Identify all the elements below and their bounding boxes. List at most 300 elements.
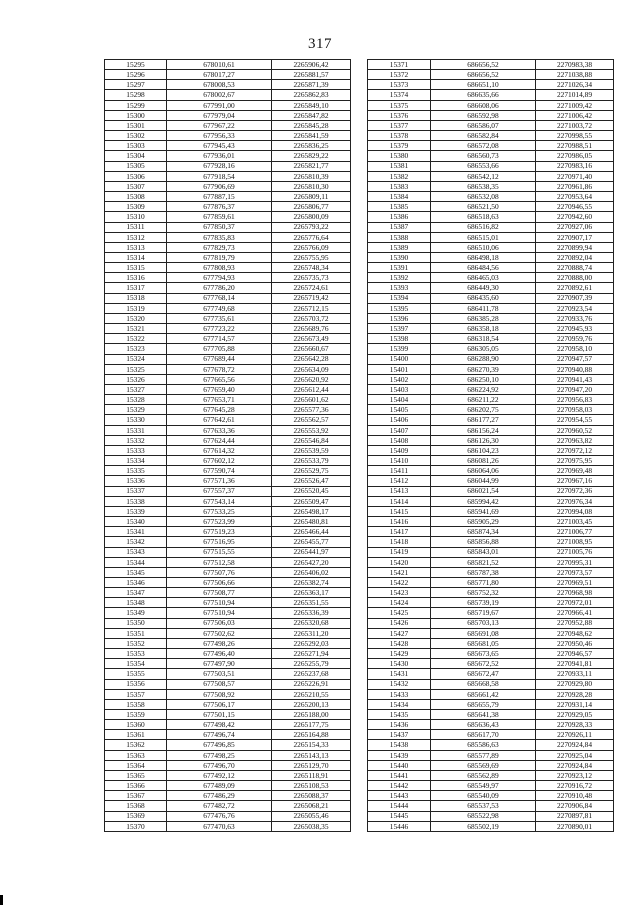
point-number-cell: 15332 [105,435,167,445]
y-coordinate-cell: 2271003,72 [536,120,614,130]
point-number-cell: 15412 [368,476,431,486]
point-number-cell: 15302 [105,131,167,141]
x-coordinate-cell: 677523,99 [167,517,272,527]
table-row [368,659,614,669]
point-number-cell: 15347 [105,588,167,598]
y-coordinate-cell: 2270888,74 [536,263,614,273]
y-coordinate-cell: 2265810,39 [272,171,351,181]
x-coordinate-cell: 686608,06 [431,100,536,110]
table-row [368,202,614,212]
point-number-cell: 15404 [368,395,431,405]
point-number-cell: 15361 [105,730,167,740]
point-number-cell: 15416 [368,517,431,527]
y-coordinate-cell: 2265612,44 [272,385,351,395]
point-number-cell: 15386 [368,212,431,222]
x-coordinate-cell: 686510,06 [431,242,536,252]
point-number-cell: 15380 [368,151,431,161]
x-coordinate-cell: 677906,69 [167,181,272,191]
point-number-cell: 15334 [105,456,167,466]
x-coordinate-cell: 677835,83 [167,232,272,242]
table-row [105,699,351,709]
x-coordinate-cell: 685668,58 [431,679,536,689]
y-coordinate-cell: 2270994,08 [536,506,614,516]
point-number-cell: 15392 [368,273,431,283]
table-row [368,90,614,100]
table-row [105,679,351,689]
x-coordinate-cell: 677918,54 [167,171,272,181]
y-coordinate-cell: 2265055,46 [272,811,351,821]
x-coordinate-cell: 685941,69 [431,506,536,516]
coordinates-table-left [104,59,351,832]
point-number-cell: 15318 [105,293,167,303]
point-number-cell: 15420 [368,557,431,567]
x-coordinate-cell: 685577,89 [431,750,536,760]
y-coordinate-cell: 2270986,05 [536,151,614,161]
point-number-cell: 15340 [105,517,167,527]
y-coordinate-cell: 2265845,28 [272,120,351,130]
x-coordinate-cell: 685636,43 [431,720,536,730]
point-number-cell: 15336 [105,476,167,486]
table-row [368,374,614,384]
point-number-cell: 15311 [105,222,167,232]
x-coordinate-cell: 677492,12 [167,770,272,780]
x-coordinate-cell: 686385,28 [431,313,536,323]
x-coordinate-cell: 677705,88 [167,344,272,354]
table-row [368,679,614,689]
point-number-cell: 15354 [105,659,167,669]
table-row [105,273,351,283]
y-coordinate-cell: 2265809,11 [272,192,351,202]
table-row [368,242,614,252]
y-coordinate-cell: 2265509,47 [272,496,351,506]
y-coordinate-cell: 2270988,51 [536,141,614,151]
y-coordinate-cell: 2265188,00 [272,710,351,720]
y-coordinate-cell: 2270925,04 [536,750,614,760]
x-coordinate-cell: 677808,93 [167,263,272,273]
y-coordinate-cell: 2265836,25 [272,141,351,151]
point-number-cell: 15365 [105,770,167,780]
point-number-cell: 15362 [105,740,167,750]
y-coordinate-cell: 2270933,11 [536,669,614,679]
point-number-cell: 15414 [368,496,431,506]
point-number-cell: 15313 [105,242,167,252]
point-number-cell: 15393 [368,283,431,293]
x-coordinate-cell: 685673,65 [431,649,536,659]
table-row [105,100,351,110]
y-coordinate-cell: 2270947,20 [536,385,614,395]
table-row [105,567,351,577]
y-coordinate-cell: 2265237,68 [272,669,351,679]
table-row [105,781,351,791]
y-coordinate-cell: 2265724,61 [272,283,351,293]
table-row [368,425,614,435]
y-coordinate-cell: 2265533,79 [272,456,351,466]
point-number-cell: 15321 [105,324,167,334]
y-coordinate-cell: 2265776,64 [272,232,351,242]
point-number-cell: 15329 [105,405,167,415]
y-coordinate-cell: 2265351,55 [272,598,351,608]
table-row [105,517,351,527]
x-coordinate-cell: 686515,01 [431,232,536,242]
x-coordinate-cell: 677768,14 [167,293,272,303]
x-coordinate-cell: 677489,09 [167,781,272,791]
table-row [368,811,614,821]
table-row [368,801,614,811]
point-number-cell: 15371 [368,60,431,70]
y-coordinate-cell: 2270972,01 [536,598,614,608]
y-coordinate-cell: 2270907,39 [536,293,614,303]
table-row [105,496,351,506]
table-row [105,60,351,70]
point-number-cell: 15433 [368,689,431,699]
x-coordinate-cell: 677723,22 [167,324,272,334]
x-coordinate-cell: 686582,84 [431,131,536,141]
table-row [368,70,614,80]
y-coordinate-cell: 2265810,30 [272,181,351,191]
x-coordinate-cell: 686305,05 [431,344,536,354]
table-row [368,517,614,527]
point-number-cell: 15328 [105,395,167,405]
y-coordinate-cell: 2265703,72 [272,313,351,323]
point-number-cell: 15401 [368,364,431,374]
x-coordinate-cell: 685641,38 [431,710,536,720]
point-number-cell: 15346 [105,577,167,587]
y-coordinate-cell: 2265546,84 [272,435,351,445]
y-coordinate-cell: 2265642,28 [272,354,351,364]
table-row [105,425,351,435]
table-row [105,588,351,598]
x-coordinate-cell: 686538,35 [431,181,536,191]
x-coordinate-cell: 677786,20 [167,283,272,293]
x-coordinate-cell: 677633,36 [167,425,272,435]
x-coordinate-cell: 685672,52 [431,659,536,669]
table-row [105,435,351,445]
x-coordinate-cell: 677624,44 [167,435,272,445]
x-coordinate-cell: 686211,22 [431,395,536,405]
point-number-cell: 15364 [105,760,167,770]
y-coordinate-cell: 2270948,62 [536,628,614,638]
point-number-cell: 15356 [105,679,167,689]
table-row [368,557,614,567]
y-coordinate-cell: 2270933,76 [536,313,614,323]
table-row [105,689,351,699]
point-number-cell: 15312 [105,232,167,242]
point-number-cell: 15421 [368,567,431,577]
x-coordinate-cell: 686104,23 [431,445,536,455]
y-coordinate-cell: 2270952,88 [536,618,614,628]
point-number-cell: 15430 [368,659,431,669]
x-coordinate-cell: 677498,42 [167,720,272,730]
y-coordinate-cell: 2270923,12 [536,770,614,780]
table-row [368,131,614,141]
point-number-cell: 15307 [105,181,167,191]
y-coordinate-cell: 2270924,84 [536,760,614,770]
y-coordinate-cell: 2265164,88 [272,730,351,740]
table-row [105,344,351,354]
y-coordinate-cell: 2270973,57 [536,567,614,577]
y-coordinate-cell: 2265821,77 [272,161,351,171]
x-coordinate-cell: 677571,36 [167,476,272,486]
table-row [105,710,351,720]
y-coordinate-cell: 2270927,06 [536,222,614,232]
point-number-cell: 15342 [105,537,167,547]
x-coordinate-cell: 686288,90 [431,354,536,364]
point-number-cell: 15305 [105,161,167,171]
x-coordinate-cell: 677506,17 [167,699,272,709]
y-coordinate-cell: 2270960,52 [536,425,614,435]
x-coordinate-cell: 685617,70 [431,730,536,740]
point-number-cell: 15383 [368,181,431,191]
point-number-cell: 15377 [368,120,431,130]
table-row [368,506,614,516]
x-coordinate-cell: 685681,05 [431,638,536,648]
point-number-cell: 15345 [105,567,167,577]
y-coordinate-cell: 2270926,11 [536,730,614,740]
point-number-cell: 15445 [368,811,431,821]
y-coordinate-cell: 2270892,61 [536,283,614,293]
y-coordinate-cell: 2270942,60 [536,212,614,222]
y-coordinate-cell: 2270972,36 [536,486,614,496]
table-row [105,181,351,191]
y-coordinate-cell: 2270945,93 [536,324,614,334]
point-number-cell: 15367 [105,791,167,801]
point-number-cell: 15440 [368,760,431,770]
table-row [105,638,351,648]
y-coordinate-cell: 2271026,34 [536,80,614,90]
table-row [368,161,614,171]
point-number-cell: 15373 [368,80,431,90]
table-row [368,263,614,273]
table-row [105,151,351,161]
y-coordinate-cell: 2265634,09 [272,364,351,374]
y-coordinate-cell: 2270899,94 [536,242,614,252]
y-coordinate-cell: 2271006,42 [536,110,614,120]
x-coordinate-cell: 677956,33 [167,131,272,141]
point-number-cell: 15299 [105,100,167,110]
x-coordinate-cell: 685994,42 [431,496,536,506]
x-coordinate-cell: 686560,73 [431,151,536,161]
table-row [368,303,614,313]
x-coordinate-cell: 686498,18 [431,252,536,262]
x-coordinate-cell: 678002,67 [167,90,272,100]
table-row [105,171,351,181]
point-number-cell: 15400 [368,354,431,364]
table-row [105,547,351,557]
page-number: 317 [308,36,332,52]
x-coordinate-cell: 677850,37 [167,222,272,232]
table-row [105,80,351,90]
y-coordinate-cell: 2270969,48 [536,466,614,476]
table-row [368,273,614,283]
x-coordinate-cell: 686250,10 [431,374,536,384]
x-coordinate-cell: 685691,08 [431,628,536,638]
point-number-cell: 15418 [368,537,431,547]
table-row [368,567,614,577]
table-row [368,577,614,587]
table-row [105,801,351,811]
point-number-cell: 15339 [105,506,167,516]
scan-edge-mark [0,895,3,905]
x-coordinate-cell: 677502,62 [167,628,272,638]
x-coordinate-cell: 686202,75 [431,405,536,415]
x-coordinate-cell: 686484,56 [431,263,536,273]
table-row [105,720,351,730]
point-number-cell: 15422 [368,577,431,587]
x-coordinate-cell: 678008,53 [167,80,272,90]
y-coordinate-cell: 2265800,09 [272,212,351,222]
point-number-cell: 15323 [105,344,167,354]
table-row [105,141,351,151]
table-row [368,618,614,628]
point-number-cell: 15344 [105,557,167,567]
y-coordinate-cell: 2270963,82 [536,435,614,445]
point-number-cell: 15381 [368,161,431,171]
x-coordinate-cell: 685661,42 [431,689,536,699]
point-number-cell: 15297 [105,80,167,90]
point-number-cell: 15428 [368,638,431,648]
point-number-cell: 15349 [105,608,167,618]
table-row [368,537,614,547]
table-row [368,638,614,648]
x-coordinate-cell: 677887,15 [167,192,272,202]
table-row [105,608,351,618]
x-coordinate-cell: 686651,10 [431,80,536,90]
x-coordinate-cell: 677991,00 [167,100,272,110]
table-row [368,354,614,364]
table-row [368,181,614,191]
x-coordinate-cell: 677642,61 [167,415,272,425]
x-coordinate-cell: 686542,12 [431,171,536,181]
table-row [105,354,351,364]
table-row [368,760,614,770]
point-number-cell: 15417 [368,527,431,537]
y-coordinate-cell: 2265363,17 [272,588,351,598]
y-coordinate-cell: 2270961,86 [536,181,614,191]
x-coordinate-cell: 686449,30 [431,283,536,293]
x-coordinate-cell: 677936,01 [167,151,272,161]
x-coordinate-cell: 686518,63 [431,212,536,222]
point-number-cell: 15353 [105,649,167,659]
y-coordinate-cell: 2265154,33 [272,740,351,750]
x-coordinate-cell: 685672,47 [431,669,536,679]
y-coordinate-cell: 2265735,73 [272,273,351,283]
point-number-cell: 15316 [105,273,167,283]
point-number-cell: 15374 [368,90,431,100]
y-coordinate-cell: 2270897,81 [536,811,614,821]
y-coordinate-cell: 2271038,88 [536,70,614,80]
point-number-cell: 15325 [105,364,167,374]
point-number-cell: 15301 [105,120,167,130]
y-coordinate-cell: 2265441,97 [272,547,351,557]
y-coordinate-cell: 2270976,34 [536,496,614,506]
y-coordinate-cell: 2265577,36 [272,405,351,415]
y-coordinate-cell: 2265210,55 [272,689,351,699]
point-number-cell: 15369 [105,811,167,821]
point-number-cell: 15296 [105,70,167,80]
point-number-cell: 15352 [105,638,167,648]
y-coordinate-cell: 2270958,10 [536,344,614,354]
x-coordinate-cell: 686411,78 [431,303,536,313]
point-number-cell: 15444 [368,801,431,811]
y-coordinate-cell: 2265526,47 [272,476,351,486]
point-number-cell: 15424 [368,598,431,608]
y-coordinate-cell: 2270923,54 [536,303,614,313]
x-coordinate-cell: 677653,71 [167,395,272,405]
y-coordinate-cell: 2270946,57 [536,649,614,659]
point-number-cell: 15370 [105,821,167,831]
x-coordinate-cell: 677829,73 [167,242,272,252]
point-number-cell: 15411 [368,466,431,476]
point-number-cell: 15331 [105,425,167,435]
table-row [368,364,614,374]
table-row [105,618,351,628]
table-row [105,395,351,405]
x-coordinate-cell: 686126,30 [431,435,536,445]
point-number-cell: 15338 [105,496,167,506]
coordinates-table-left-body [105,60,351,832]
point-number-cell: 15395 [368,303,431,313]
table-row [368,283,614,293]
point-number-cell: 15327 [105,385,167,395]
y-coordinate-cell: 2270931,14 [536,699,614,709]
table-row [368,171,614,181]
table-row [105,486,351,496]
point-number-cell: 15333 [105,445,167,455]
y-coordinate-cell: 2265601,62 [272,395,351,405]
y-coordinate-cell: 2270966,41 [536,608,614,618]
point-number-cell: 15379 [368,141,431,151]
y-coordinate-cell: 2270941,81 [536,659,614,669]
x-coordinate-cell: 686081,26 [431,456,536,466]
table-row [368,730,614,740]
x-coordinate-cell: 677496,70 [167,760,272,770]
y-coordinate-cell: 2270969,51 [536,577,614,587]
y-coordinate-cell: 2265177,75 [272,720,351,730]
point-number-cell: 15429 [368,649,431,659]
table-row [368,699,614,709]
coordinates-table-right-body [368,60,614,832]
table-row [105,303,351,313]
table-row [105,811,351,821]
x-coordinate-cell: 685874,34 [431,527,536,537]
point-number-cell: 15437 [368,730,431,740]
x-coordinate-cell: 685787,38 [431,567,536,577]
y-coordinate-cell: 2265806,77 [272,202,351,212]
table-row [368,476,614,486]
table-row [368,212,614,222]
point-number-cell: 15378 [368,131,431,141]
x-coordinate-cell: 677482,72 [167,801,272,811]
x-coordinate-cell: 685586,63 [431,740,536,750]
point-number-cell: 15376 [368,110,431,120]
y-coordinate-cell: 2270995,31 [536,557,614,567]
table-row [368,313,614,323]
table-row [105,770,351,780]
y-coordinate-cell: 2265562,57 [272,415,351,425]
table-row [105,252,351,262]
table-row [368,496,614,506]
y-coordinate-cell: 2265455,77 [272,537,351,547]
y-coordinate-cell: 2265793,22 [272,222,351,232]
x-coordinate-cell: 677503,51 [167,669,272,679]
table-row [105,527,351,537]
table-row [105,476,351,486]
table-row [105,374,351,384]
point-number-cell: 15350 [105,618,167,628]
y-coordinate-cell: 2265755,95 [272,252,351,262]
y-coordinate-cell: 2265847,82 [272,110,351,120]
x-coordinate-cell: 685821,52 [431,557,536,567]
